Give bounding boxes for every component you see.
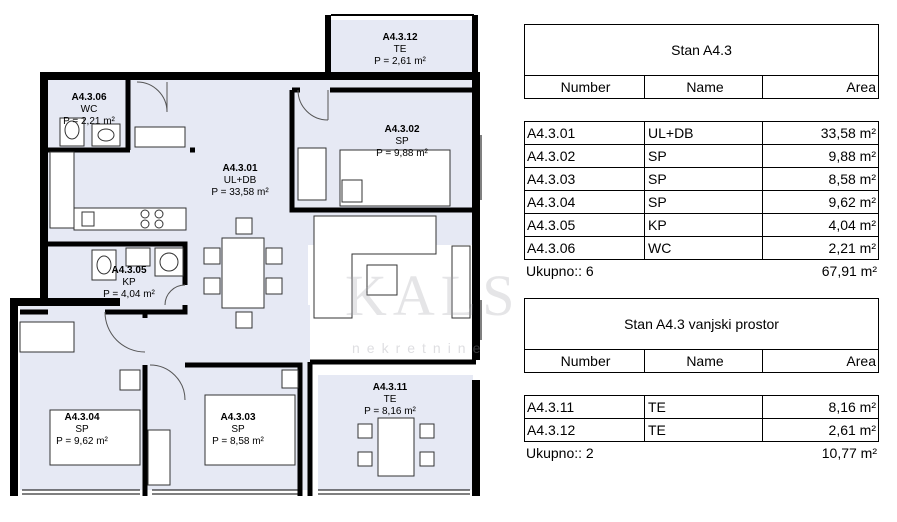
room-number: A4.3.04 bbox=[64, 412, 100, 423]
room-label-bedroom-04 bbox=[44, 412, 120, 448]
cell-area: 8,16 m² bbox=[828, 399, 876, 415]
room-area: P = 8,16 m² bbox=[364, 406, 416, 417]
room-number: A4.3.02 bbox=[384, 124, 420, 135]
table-total bbox=[524, 442, 879, 464]
room-name: SP bbox=[395, 136, 409, 147]
table-body bbox=[524, 395, 879, 442]
cell-name: SP bbox=[645, 168, 763, 190]
cell-number: A4.3.03 bbox=[525, 168, 645, 190]
cell-number: A4.3.12 bbox=[525, 419, 645, 441]
watermark-logo: KALS bbox=[345, 263, 521, 328]
room-label-living bbox=[200, 163, 280, 199]
header-number: Number bbox=[525, 76, 645, 98]
room-number: A4.3.05 bbox=[111, 265, 147, 276]
table-row bbox=[525, 168, 878, 191]
room-name: SP bbox=[75, 424, 89, 435]
room-name: UL+DB bbox=[223, 175, 257, 186]
room-number: A4.3.06 bbox=[71, 92, 107, 103]
room-name: WC bbox=[80, 104, 98, 115]
cell-number: A4.3.01 bbox=[525, 122, 645, 144]
cell-name: SP bbox=[645, 145, 763, 167]
room-number: A4.3.01 bbox=[222, 163, 258, 174]
total-label: Ukupno:: 6 bbox=[526, 263, 594, 279]
header-name: Name bbox=[645, 350, 763, 372]
room-name: KP bbox=[122, 277, 136, 288]
room-area: P = 9,62 m² bbox=[56, 436, 108, 447]
header-area: Area bbox=[846, 79, 876, 95]
table-row bbox=[525, 145, 878, 168]
cell-name: SP bbox=[645, 191, 763, 213]
room-label-wc bbox=[54, 92, 124, 128]
room-number: A4.3.11 bbox=[372, 382, 408, 393]
room-area: P = 8,58 m² bbox=[212, 436, 264, 447]
total-value: 67,91 m² bbox=[821, 263, 877, 279]
table-title: Stan A4.3 vanjski prostor bbox=[524, 298, 879, 349]
table-title: Stan A4.3 bbox=[524, 24, 879, 75]
table-row bbox=[525, 214, 878, 237]
cell-area: 33,58 m² bbox=[820, 125, 876, 141]
room-label-terrace-12 bbox=[365, 32, 435, 68]
table-row bbox=[525, 419, 878, 442]
total-label: Ukupno:: 2 bbox=[526, 445, 594, 461]
area-table-outdoor bbox=[524, 298, 879, 464]
table-body bbox=[524, 121, 879, 260]
cell-number: A4.3.02 bbox=[525, 145, 645, 167]
header-name: Name bbox=[645, 76, 763, 98]
header-area: Area bbox=[846, 353, 876, 369]
cell-area: 4,04 m² bbox=[828, 217, 876, 233]
room-area: P = 2,21 m² bbox=[63, 116, 115, 127]
room-area: P = 9,88 m² bbox=[376, 148, 428, 159]
table-row bbox=[525, 396, 878, 419]
room-label-bedroom-03 bbox=[200, 412, 276, 448]
cell-area: 9,88 m² bbox=[828, 148, 876, 164]
cell-number: A4.3.05 bbox=[525, 214, 645, 236]
room-label-bathroom bbox=[92, 265, 166, 301]
table-row bbox=[525, 191, 878, 214]
cell-area: 8,58 m² bbox=[828, 171, 876, 187]
header-number: Number bbox=[525, 350, 645, 372]
cell-name: TE bbox=[645, 419, 763, 441]
room-label-terrace-11 bbox=[352, 382, 428, 418]
table-total bbox=[524, 260, 879, 282]
cell-number: A4.3.11 bbox=[525, 396, 645, 418]
table-header bbox=[524, 349, 879, 373]
cell-name: UL+DB bbox=[645, 122, 763, 144]
cell-area: 2,61 m² bbox=[828, 422, 876, 438]
total-value: 10,77 m² bbox=[821, 445, 877, 461]
table-header bbox=[524, 75, 879, 99]
watermark-subtitle: nekretnine bbox=[352, 340, 488, 356]
room-name: TE bbox=[383, 394, 397, 405]
room-name: SP bbox=[231, 424, 245, 435]
table-row bbox=[525, 237, 878, 260]
cell-name: KP bbox=[645, 214, 763, 236]
area-table-apartment bbox=[524, 24, 879, 282]
cell-number: A4.3.04 bbox=[525, 191, 645, 213]
room-area: P = 4,04 m² bbox=[103, 289, 155, 300]
room-area: P = 33,58 m² bbox=[211, 187, 269, 198]
room-name: TE bbox=[393, 44, 407, 55]
cell-area: 2,21 m² bbox=[828, 240, 876, 256]
room-number: A4.3.03 bbox=[220, 412, 256, 423]
cell-number: A4.3.06 bbox=[525, 237, 645, 259]
cell-area: 9,62 m² bbox=[828, 194, 876, 210]
table-row bbox=[525, 122, 878, 145]
room-number: A4.3.12 bbox=[382, 32, 418, 43]
cell-name: WC bbox=[645, 237, 763, 259]
cell-name: TE bbox=[645, 396, 763, 418]
room-area: P = 2,61 m² bbox=[374, 56, 426, 67]
room-label-bedroom-02 bbox=[364, 124, 440, 160]
